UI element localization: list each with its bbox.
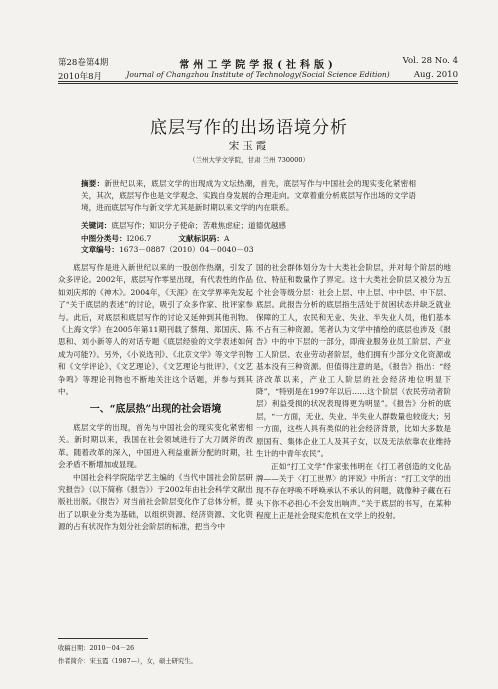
header-rule: [58, 81, 458, 82]
body-column-left: [58, 262, 253, 534]
keywords-label: 关键词：: [81, 221, 112, 230]
classification-line: [81, 233, 426, 255]
footnote-author-bio: 作者简介：宋玉霞（1987—），女，硕士研究生。: [58, 658, 197, 665]
doc-code-value: A: [223, 234, 230, 243]
keywords-text: 底层写作；知识分子使命；苦难焦虑症；道德优越感: [111, 221, 287, 230]
clc-label: 中图分类号：: [81, 234, 127, 243]
keywords: [81, 220, 416, 231]
footnote-rule: [58, 638, 148, 639]
footnote-received-date: 收稿日期：2010－04－26: [58, 645, 135, 652]
paragraph: 底层写作是进入新世纪以来的一股创作热潮，引发了众多评论。2002年，底层写作零星出现，有代表性的作品如刘庆邦的《神木》。2004年，《天涯》在文学界率先发起了“关于底层的表述”的讨论，吸引了众多作家、批评家参与。此后，对底层和底层写作的讨论又延伸到其他刊物。《上海文学》在2005年第11期刊载了蔡翔、郑国庆、陈思和、刘小新等人的对话专题《底层经验的文学表述如何成为可能?》。另外，《小说选刊》、《北京文学》等文学刊物和《文学评论》、《文艺理论》、《文艺理论与批评》、《文艺争鸣》等理论刊物也不断地关注这个话题，并参与到其中。: [58, 263, 253, 397]
issue-date-english: Aug. 2010: [413, 70, 458, 80]
journal-name-chinese: 常州工学院学报(社科版): [179, 60, 337, 71]
article-title: 底层写作的出场语境分析: [150, 118, 348, 138]
volume-issue: 第28卷第4期: [58, 58, 109, 68]
abstract-label: 摘要：: [81, 179, 105, 188]
abstract-text: 新世纪以来，底层文学的出现成为文坛热潮，首先，底层写作与中国社会的现实变化紧密相关，其次，底层写作也是文学观念、实践自身发展的合理走向。文章着重分析底层写作出场的文学语境，进而底层写作与新文学尤其是新时期以来文学的内在联系。: [81, 179, 416, 212]
journal-name-english: Journal of Changzhou Institute of Technology(Social Science Edition): [126, 70, 390, 79]
paragraph: 正如“打工文学”作家张伟明在《打工者创造的文化品牌——关于〈打工世界〉的评说》中所言：“打工文学的出现不存在呼唤不呼唤承认不承认的问题，就像种子藏在石头下你不必担心不会发出响声。”关于底层的书写，在某种程度上正是社会现实危机在文学上的投射。: [256, 461, 451, 521]
paragraph: 中国社会科学院陆学艺主编的《当代中国社会阶层研究报告》（以下简称《报告》）于2002年由社会科学文献出版社出版。《报告》对当前社会阶层变化作了总体分析，提出了以职业分类为基础，以组织资源、经济资源、文化资源的占有状况作为划分社会阶层的标准，把当今中: [58, 472, 253, 532]
body-column-right: [256, 262, 451, 523]
author-affiliation: （兰州大学文学院，甘肃 兰州 730000）: [189, 156, 309, 164]
volume-issue-english: Vol. 28 No. 4: [402, 56, 458, 66]
paragraph: 国的社会群体划分为十大类社会阶层，并对每个阶层的地位、特征和数量作了界定。这十大类社会阶层又被分为五个社会等级分层：社会上层、中上层、中中层、中下层、底层。此报告分析的底层指生活处于贫困状态并缺乏就业保障的工人，农民和无业、失业、半失业人员，他们基本不占有三种资源。笔者认为文学中描绘的底层也涉及《报告》中的中下层的一部分，即商业服务业员工阶层、产业工人阶层、农业劳动者阶层，他们拥有少部分文化资源或基本没有三种资源。但值得注意的是，《报告》指出：“经济改革以来，产业工人阶层的社会经济地位明显下降”，“特别是在1997年以后……这个阶层（农民劳动者阶层）利益受损的状况表现得更为明显”。《报告》分析的底层，“一方面，无业、失业、半失业人群数量也较庞大；另一方面，这些人具有类似的社会经济背景，比如大多数是原国有、集体企业工人及其子女，以及无法依靠农业维持生计的中青年农民”。: [256, 263, 451, 459]
article-no-value: 1673－0887（2010）04－0040－03: [118, 245, 254, 254]
article-no-label: 文章编号：: [81, 245, 119, 254]
clc-value: I206.7: [126, 234, 152, 243]
abstract: [81, 178, 416, 214]
issue-date: 2010年8月: [58, 72, 103, 82]
paragraph: 底层文学的出现，首先与中国社会的现实变化紧密相关。新时期以来，我国在社会领域进行了大刀阔斧的改革。随着改革的深入，中国进入利益重新分配的时期，社会矛盾不断增加或显现。: [58, 422, 253, 470]
doc-code-label: 文献标识码：: [178, 234, 224, 243]
section-heading: 一、“底层热”出现的社会语境: [89, 404, 222, 416]
article-author: 宋玉霞: [228, 140, 270, 152]
header-rule-thin: [58, 83, 458, 84]
